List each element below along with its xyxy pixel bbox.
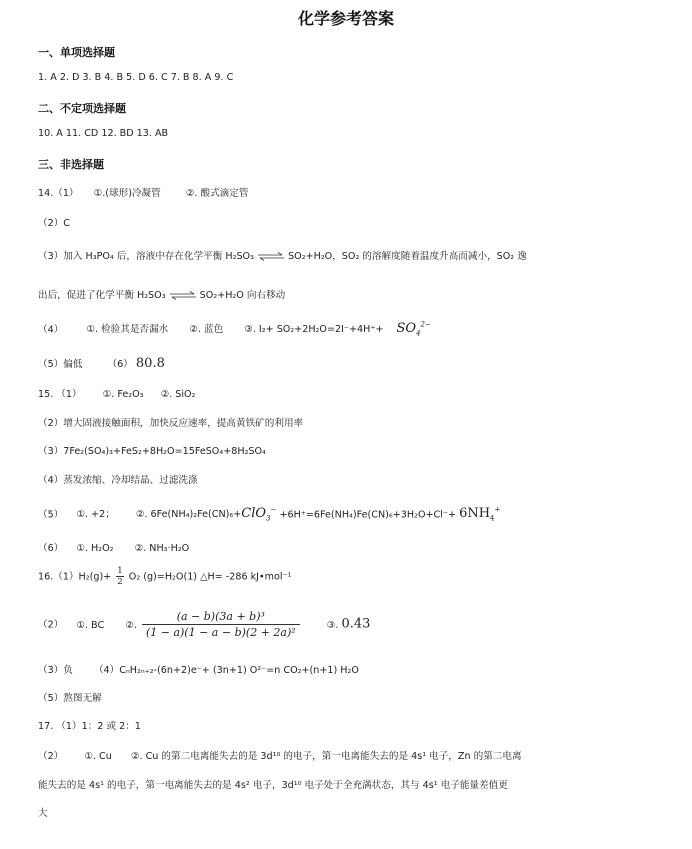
q15-part6-number: （6） [38,543,64,554]
q15-part6-answer-1: ①. H₂O₂ [76,543,114,554]
q16-part1-a: 16.（1）H₂(g)+ [38,571,112,583]
q15-answer-2: ②. SiO₂ [160,389,196,400]
equilibrium-constant-fraction [142,610,300,639]
q15-part5-number: （5） [38,509,64,521]
q14-part3-text-b: SO₂+H₂O，SO₂ 的溶解度随着温度升高而减小，SO₂ 逸 [288,251,527,262]
page-title: 化学参考答案 [297,9,394,28]
q16-part2-answer-3-value: 0.43 [341,616,371,632]
q16-part1-b: O₂ (g)=H₂O(1) △H= -286 kJ•mol⁻¹ [128,571,292,583]
q15-part6-answer-2: ②. NH₃·H₂O [134,543,190,554]
q15-part5-answer-2: ②. 6Fe(NH₄)₂Fe(CN)₆+ [135,509,242,521]
q15-line-4: （4）蒸发浓缩、冷却结晶、过滤洗涤 [38,475,198,486]
q15-part5-answer-2-rest: +6H⁺=6Fe(NH₄)Fe(CN)₆+3H₂O+Cl⁻+ [279,509,456,521]
section-heading-non-choice: 三、非选择题 [38,158,104,171]
ammonium-ion: $6NH_4^+$ [459,506,501,523]
q14-answer-1: ①.(球形)冷凝管 [93,188,161,199]
half-fraction-denominator: 2 [117,577,123,587]
q14-line-3 [38,248,527,262]
q16-part4: （4）CₙH₂ₙ₊₂-(6n+2)e⁻+ (3n+1) O²⁻=n CO₂+(n+1) H₂O [93,665,359,676]
q14-part4-answer-1: ①. 检验其是否漏水 [86,324,169,336]
q17-line-2 [38,748,522,762]
q17-line-3: 能失去的是 4s¹ 的电子，第一电离能失去的是 4s² 电子，3d¹⁰ 电子处于全充满状态，其与 4s¹ 电子能量差值更 [38,780,508,791]
q14-part5: （5）偏低 [38,359,83,370]
q14-answer-2: ②. 酸式滴定管 [185,188,249,199]
q17-line-1: 17. （1）1：2 或 2：1 [38,721,141,732]
q15-number: 15. （1） [38,389,82,400]
half-fraction [116,566,123,587]
multi-choice-answers: 10. A 11. CD 12. BD 13. AB [38,128,169,139]
q15-line-5 [38,506,500,523]
q14-number: 14.（1） [38,188,79,199]
q16-part2-answer-3-label: ③. [326,619,339,631]
q14-part4-answer-2: ②. 蓝色 [189,324,224,336]
section-heading-single-choice: 一、单项选择题 [38,46,115,59]
q17-part2-answer-2: ②. Cu 的第二电离能失去的是 3d¹⁰ 的电子，第一电离能失去的是 4s¹ 电子，Zn 的第二电离 [130,751,522,762]
half-fraction-numerator: 1 [117,566,123,576]
equilibrium-arrow-icon [169,291,197,300]
q16-part2-number: （2） [38,619,64,631]
q15-line-2: （2）增大固液接触面积，加快反应速率，提高黄铁矿的利用率 [38,418,304,429]
fraction-numerator: (a − b)(3a + b)³ [142,610,300,625]
single-choice-answers: 1. A 2. D 3. B 4. B 5. D 6. C 7. B 8. A 9. C [38,72,234,83]
sulfate-ion-symbol: SO [396,321,417,337]
q15-answer-1: ①. Fe₂O₃ [102,389,144,400]
q14-part3-text-c: 出后，促进了化学平衡 H₂SO₃ [38,290,166,301]
q14-part6-value: 80.8 [135,356,165,371]
q14-line-4 [38,287,285,301]
q14-part3-text-d: SO₂+H₂O 向右移动 [199,290,286,301]
q14-part3-text-a: （3）加入 H₃PO₄ 后，溶液中存在化学平衡 H₂SO₃ [38,251,254,262]
q15-line-1 [38,386,195,400]
q14-part4-answer-3: ③. I₂+ SO₂+2H₂O=2I⁻+4H⁺+ [244,324,384,336]
q17-part2-answer-1: ①. Cu [84,751,112,762]
sulfate-ion: $SO_4^{2-}$ [396,321,431,338]
q16-part2-answer-1: ①. BC [76,619,105,631]
q14-line-2: （2）C [38,218,70,229]
q16-part3: （3）负 [38,665,73,676]
q16-part2-answer-2-label: ②. [125,619,137,631]
q14-line-5 [38,321,431,338]
q16-line-2 [38,610,370,639]
q17-part2-number: （2） [38,751,64,762]
q16-line-1 [38,566,291,587]
section-heading-multi-choice: 二、不定项选择题 [38,102,126,115]
q15-part5-answer-1: ①. +2； [76,509,115,521]
q16-line-4: （5）熬图无解 [38,693,102,704]
equilibrium-arrow-icon [257,252,285,261]
q14-part4-number: （4） [38,324,64,336]
chlorate-ion-symbol: ClO [241,506,267,522]
q14-line-6 [38,356,165,371]
q16-line-3 [38,662,359,676]
q17-line-4: 大 [38,808,48,819]
q15-line-3: （3）7Fe₂(SO₄)₃+FeS₂+8H₂O=15FeSO₄+8H₂SO₄ [38,446,266,457]
q14-line-1 [38,185,248,199]
fraction-denominator: (1 − a)(1 − a − b)(2 + 2a)² [145,626,296,639]
q15-line-6 [38,540,189,554]
q14-part6-label: （6） [107,359,133,370]
chlorate-ion: ClO$_3$− [241,506,277,523]
ammonium-ion-symbol: 6NH [459,506,491,522]
